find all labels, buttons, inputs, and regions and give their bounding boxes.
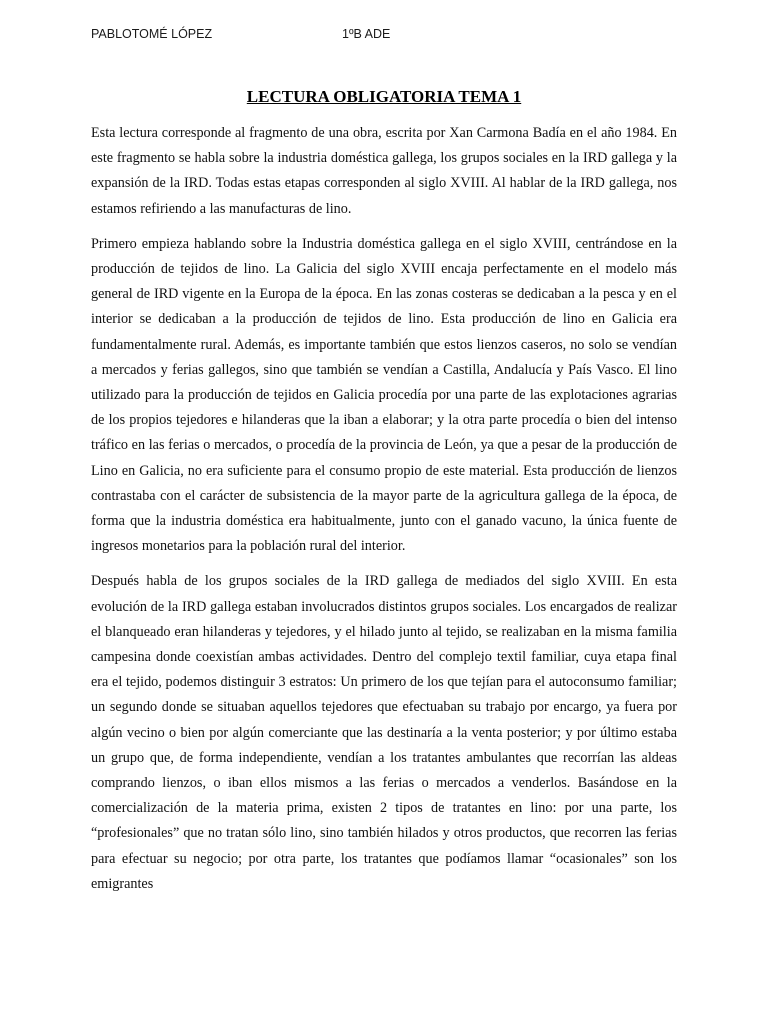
course-label: 1ºB ADE [342, 27, 391, 41]
document-title: LECTURA OBLIGATORIA TEMA 1 [246, 87, 522, 106]
paragraph: Primero empieza hablando sobre la Industria doméstica gallega en el siglo XVIII, centrándose en la producción de tejidos de lino. La Galicia del siglo XVIII encaja perfectamente en el modelo más general de IRD vigente en la Europa de la época. En las zonas costeras se dedicaban a la pesca y en el interior se dedicaban a la producción de tejidos de lino. Esta producción de lino en Galicia era fundamentalmente rural. Además, es importante también que estos lienzos caseros, no solo se vendían a mercados y ferias gallegos, sino que también se vendían a Castilla, Andalucía y País Vasco. El lino utilizado para la producción de tejidos en Galicia procedía por una parte de las explotaciones agrarias de los propios tejedores e hilanderas que la iban a elaborar; y la otra parte procedía o bien del intenso tráfico en las ferias o mercados, o procedía de la provincia de León, ya que a pesar de la producción de Lino en Galicia, no era suficiente para el consumo propio de este material. Esta producción de lienzos contrastaba con el carácter de subsistencia de la mayor parte de la agricultura gallega de la época, de forma que la industria doméstica era habitualmente, junto con el ganado vacuno, la única fuente de ingresos monetarios para la población rural del interior. [91, 235, 677, 555]
page-header [91, 27, 681, 45]
paragraph: Esta lectura corresponde al fragmento de una obra, escrita por Xan Carmona Badía en el año 1984. En este fragmento se habla sobre la industria doméstica gallega, los grupos sociales en la IRD gallega y la expansión de la IRD. Todas estas etapas corresponden al siglo XVIII. Al hablar de la IRD gallega, nos estamos refiriendo a las manufacturas de lino. [91, 125, 677, 217]
paragraph: Después habla de los grupos sociales de la IRD gallega de mediados del siglo XVIII. En esta evolución de la IRD gallega estaban involucrados distintos grupos sociales. Los encargados de realizar el blanqueado eran hilanderas y tejedores, y el hilado junto al tejido, se realizaban en la misma familia campesina donde coexistían ambas actividades. Dentro del complejo textil familiar, cuya etapa final era el tejido, podemos distinguir 3 estratos: Un primero de los que tejían para el autoconsumo familiar; un segundo donde se situaban aquellos tejedores que efectuaban su trabajo por encargo, ya fuera por algún vecino o bien por algún comerciante que las destinaría a la venta posterior; y por último estaba un grupo que, de forma independiente, vendían a los tratantes ambulantes que recorrían las aldeas comprando lienzos, o iban ellos mismos a las ferias o mercados a venderlos. Basándose en la comercialización de la materia prima, existen 2 tipos de tratantes en lino: por una parte, los “profesionales” que no tratan sólo lino, sino también hilados y otros productos, que recorren las ferias para efectuar su negocio; por otra parte, los tratantes que podíamos llamar “ocasionales” son los emigrantes [91, 573, 677, 892]
document-body [91, 121, 677, 907]
author-name: PABLOTOMÉ LÓPEZ [91, 27, 213, 41]
